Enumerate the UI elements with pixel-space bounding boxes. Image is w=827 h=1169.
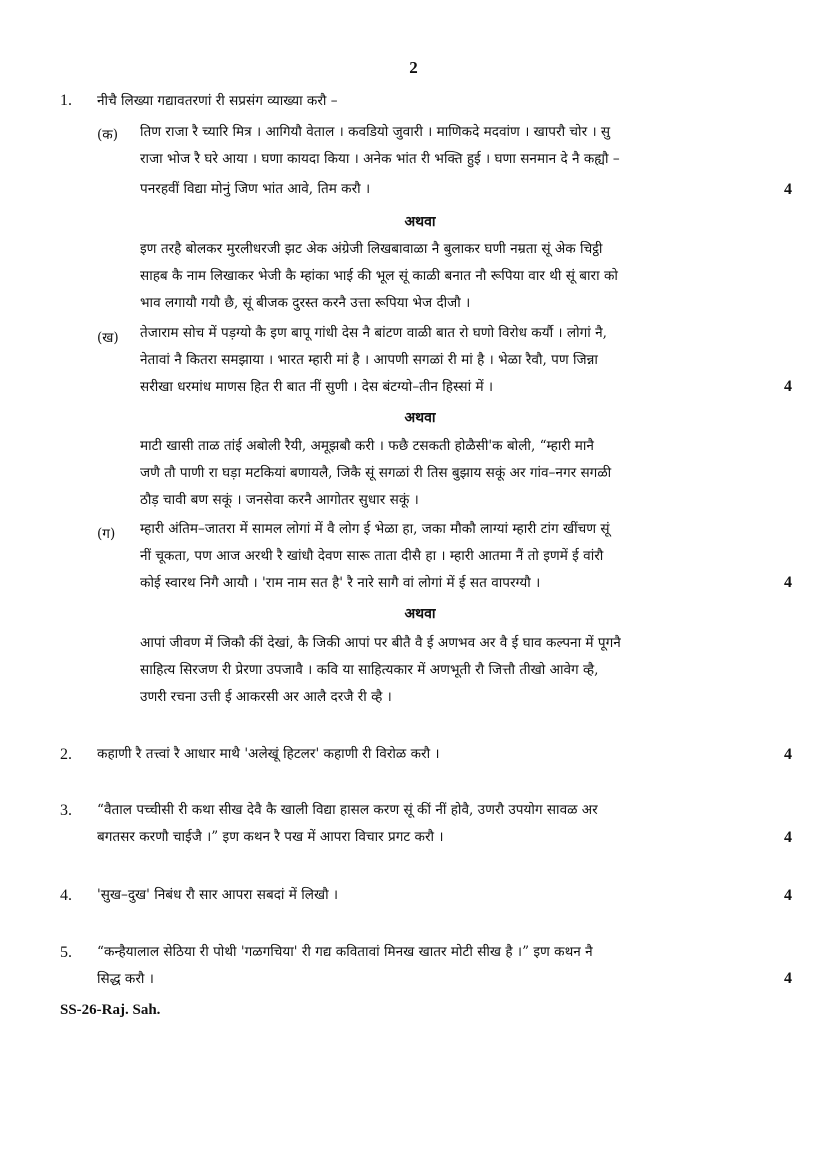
alt-passage-ka-line-2: साहब कै नाम लिखाकर भेजी कै म्हांका भाई की भूल सूं काळी बनात नौ रूपिया वार थी सूं बारा को [140,268,618,284]
alt-passage-ga-line-1: आपां जीवण में जिकौ कीं देखां, कै जिकी आपां पर बीतै वै ई अणभव अर वै ई घाव कल्पना में पूगनै [140,635,621,651]
page-number: 2 [409,58,418,77]
question-number-1: 1. [60,92,72,109]
paper-code: SS-26-Raj. Sah. [60,1002,161,1018]
question-1-prompt: नीचै लिख्या गद्यावतरणां री सप्रसंग व्याख्या करौ – [97,93,338,109]
sub-label-kha: (ख) [97,330,119,346]
question-5-line-2: सिद्ध करौ । [97,971,154,987]
alt-passage-ga [140,630,790,711]
passage-ka-line-3: पनरहवीं विद्या मोनुं जिण भांत आवे, तिम करौ । [140,181,371,197]
passage-ga-line-2: नीं चूकता, पण आज अरथी रै खांधौ देवण सारू ताता दीसै हा । म्हारी आतमा नैं तो इणमें ई वांरौ [140,548,604,564]
question-3-line-1: “वैताल पच्चीसी री कथा सीख देवै कै खाली विद्या हासल करण सूं कीं नीं होवै, उणरौ उपयोग सावळ अर [97,802,598,818]
passage-ga [140,516,790,597]
passage-kha [140,320,790,401]
alt-passage-ka-line-1: इण तरहै बोलकर मुरलीधरजी झट अेक अंग्रेजी लिखबावाळा नै बुलाकर घणी नम्रता सूं अेक चिट्ठी [140,241,603,257]
alt-passage-ka-line-3: भाव लगायौ गयौ छै, सूं बीजक दुरस्त करनै उत्ता रूपिया भेज दीजौ । [140,295,471,311]
athva-heading: अथवा [404,214,436,230]
alt-passage-ga-line-3: उणरी रचना उत्ती ई आकरसी अर आलै दरजै री व्है । [140,689,392,705]
athva-heading: अथवा [404,410,436,426]
marks-q2: 4 [784,746,792,763]
alt-passage-kha-line-3: ठौड़ चावी बण सकूं । जनसेवा करनै आगोतर सुधार सकूं । [140,492,419,508]
question-number-5: 5. [60,944,72,961]
question-5-line-1: “कन्हैयालाल सेठिया री पोथी 'गळगचिया' री गद्य कवितावां मिनख खातर मोटी सीख है ।” इण कथन नै [97,944,593,960]
passage-ga-line-3: कोई स्वारथ निगै आयौ । 'राम नाम सत है' रै नारे सागै वां लोगां में ई सत वापरग्यौ । [140,575,541,591]
question-3-line-2: बगतसर करणौ चाईजै ।” इण कथन रै पख में आपरा विचार प्रगट करौ । [97,829,444,845]
sub-label-ga: (ग) [97,526,116,542]
question-2-text: कहाणी रै तत्त्वां रै आधार माथै 'अलेखूं हिटलर' कहाणी री विरोळ करौ । [97,746,440,762]
passage-kha-line-2: नेतावां नै कितरा समझाया । भारत म्हारी मां है । आपणी सगळां री मां है । भेळा रैवौ, पण जिन्ना [140,352,598,368]
athva-heading: अथवा [404,606,436,622]
passage-ga-line-1: म्हारी अंतिम–जातरा में सामल लोगां में वै लोग ई भेळा हा, जका मौकौ लाग्यां म्हारी टांग खींचण सूं [140,521,610,537]
marks-ga: 4 [784,574,792,591]
passage-kha-line-3: सरीखा धरमांध माणस हित री बात नीं सुणी । देस बंटग्यो–तीन हिस्सां में । [140,379,494,395]
question-number-2: 2. [60,746,72,763]
passage-ka-line-2: राजा भोज रै घरे आया । घणा कायदा किया । अनेक भांत री भक्ति हुई । घणा सनमान दे नै कह्यौ – [140,151,620,167]
question-4-text: 'सुख–दुख' निबंध रौ सार आपरा सबदां में लिखौ । [97,887,339,903]
marks-q4: 4 [784,887,792,904]
question-number-4: 4. [60,887,72,904]
alt-passage-ka [140,236,790,317]
sub-label-ka: (क) [97,127,119,143]
alt-passage-kha-line-1: माटी खासी ताळ तांई अबोली रैयी, अमूझबौ करी । फछै टसकती होळैसी'क बोली, “म्हारी मानै [140,438,594,454]
marks-q3: 4 [784,829,792,846]
question-number-3: 3. [60,802,72,819]
alt-passage-ga-line-2: साहित्य सिरजण री प्रेरणा उपजावै । कवि या साहित्यकार में अणभूती रौ जित्तौ तीखो आवेग व्है, [140,662,599,678]
alt-passage-kha-line-2: जणै तौ पाणी रा घड़ा मटकियां बणायलै, जिकै सूं सगळां री तिस बुझाय सकूं अर गांव–नगर सगळी [140,465,612,481]
marks-ka: 4 [784,181,792,198]
question-5-text [97,939,777,993]
alt-passage-kha [140,433,790,514]
marks-kha: 4 [784,378,792,395]
passage-kha-line-1: तेजाराम सोच में पड़ग्यो कै इण बापू गांधी देस नै बांटण वाळी बात रो घणो विरोध कर्यौ । लोगां नै, [140,325,607,341]
question-3-text [97,797,777,851]
marks-q5: 4 [784,970,792,987]
passage-ka [140,119,790,173]
passage-ka-line-1: तिण राजा रै च्यारि मित्र । आगियौ वेताल । कवडियो जुवारी । माणिकदे मदवांण । खापरौ चोर । सु [140,124,611,140]
